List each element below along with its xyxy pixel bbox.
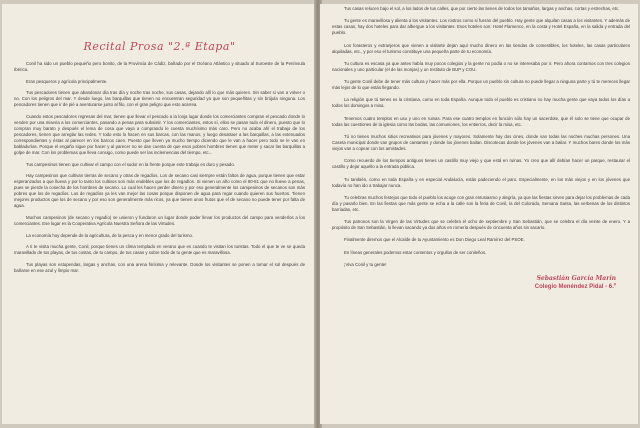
right-page: [320, 4, 638, 424]
author-school: Colegio Menéndez Pidal - 6.º: [534, 284, 616, 291]
signature-block: [332, 274, 630, 292]
paragraph: La economía hoy depende de la agricultura, de la pesca y en menor grado del turismo.: [26, 232, 194, 238]
paragraph: A ti te visita mucha gente, Conil, porque tienes un clima templado en verano que es cuando te visitan los turistas. Todo el que te ve se queda maravillado de tus playas, de tus costas, de tu campo, de tus casas y sobre todo de tu gente que es maravillosa.: [14, 244, 305, 256]
paragraph: Hay campesinos que cultivan tierras de secano y otras de regadíos. Los de secano casi siempre están faltos de agua, porque tienen que estar esperanzados a que llueva y por lo tanto los cultivos son más endebles que los de regadíos. Si vienen un año como el 80-81 que no llueve a penas, pues se pierde la cosecha de los hombres de secano. Lo cual les hacen perder dinero y por eso generalmente los campesinos de secanos son más pobres que los de regadíos. Los de regadíos ya les van mejor las cosas porque disponen de agua para regar cuando quieren sus huertos. Tienen mejores productos que los de secano y por eso son generalmente más ricos, ya que tienen unos frutos que el de secano no puede tener por falta de agua.: [14, 173, 305, 209]
paragraph: Tus playas son estupendas, largas y anchas, con una arena finísima y relevante. Donde los visitantes se ponen a tomar el sol después de bañarse en ese azul y límpio mar.: [14, 261, 305, 273]
left-body: [14, 61, 305, 274]
paragraph: Tu cultura es escasa ya que antes había muy pocos colegios y la gente no podía o no se interesaba por ir. Pero ahora contamos con tres colegios nacionales y uno particular (el de las monjas) y un Instituto de BUP y COU.: [332, 60, 630, 72]
paragraph: Tu celebras muchos festejos que todo el pueblo los acoge con gran entusiasmo y alegría, ya que las fiestas sirven para dejar los problemas de cada día y pasarlo bien. En las fiestas que más gente se echa a la calle son la feria de Conil, la del Colorado, Semana Santa, las verbenas de los distintos barriadas, etc.: [332, 194, 630, 212]
paragraph: Tenemos cuatro templos en uso y uno en ruinas. Para ese cuatro templos en función sólo hay un sacerdote, que él solo se tiene que ocupar de todas las cuestiones de la iglesia como las bodas, las comuniones, los entierros, decir la misa, etc.: [332, 115, 630, 127]
paragraph: Tú no tienes muchos sitios recreativos para jóvenes y mayores. Solamente hay dos cines, donde van todas las noches muchas persones. Una Caseta municipal donde van grupos de cantantes y donde los jóvenes bailan. Discotecas donde los jóvenes van a bailar. Y muchos bares donde los más viejos van a copear con los amistades.: [332, 133, 630, 152]
paragraph: Tu gente es maravillosa y alienta a los visitantes. Los rostros como si fueran del pueblo. Hay gente que alquilan casas a los visitantes. Y además de estas casas, hay dos hoteles para dar albergue a los visitantes. Esos hoteles son: Hotel Flamenco, en la costa y Hotel España, en la salida y entrada del pueblo.: [332, 18, 630, 36]
author-name: Sebastián García Marín: [536, 275, 616, 283]
paragraph: Cuando estos pescadores regresan del mar, tienen que llevar el pescado a la lonja lugar donde los comerciantes compran el pescado donde lo venden por una miseria a los comerciantes, pasando a penas para subsistir. Y los comerciantes, estos sí, ellos se pasan todo el dinero, puesto que lo compran muy barato y después el lema de cosa que vaya a comprando le cuesta muchísimo más caro. Pero no acaba ahí el trabajo de los pescadores, tienen que arreglar las redes. Y todo esto lo hacen en sus barcas, con las manos, y luego desatraer a las barquillas, a las extenuados correspondientes y éstas al parecer en los barcos caen. Puesto que lleven ya mucho tiempo diciendo que le van a hacer pero todo se le van en babladurías. Porque el engaño sigue por hacer y al parecer no se dan cuenta de que esos pobres hombres tienen que meter y sacar las barquillas a golpe de mar. Con los problemas que lleva consigo, como puede ser las inclemencias del tiempo, etc...: [14, 113, 305, 156]
closing-exclamation: ¡Viva Conil y tu gente!: [344, 261, 387, 267]
page-title: Recital Prosa "2.ª Etapa": [83, 40, 236, 53]
paragraph: Como recuerdo de los tiempos antiguos tienes un castillo muy viejo y que está en ruinas. Yo creo que allí debían hacer un parque, restaurar el castillo y dejar aquello a la entrada pública.: [332, 158, 630, 170]
paragraph: Los forasteros y extranjeros que vienen a visitarte dejan aquí mucho dinero en las tiendas de comestibles, los hoteles, las casas particulares alquiladas, etc., y por eso el turismo constituye una pequeña parte de tu economía.: [332, 42, 630, 54]
paragraph: Eran pesqueros y agrícola principalmente.: [26, 78, 108, 84]
paragraph: Muchos campesinos (de secano y regadío) se unieron y fundaron un lugar donde poder llevar los productos del campo para venderlos a los comerciantes. Ese lugar es la Cooperativa Agrícola Nuestra Señora de las Virtudes.: [14, 214, 305, 226]
paragraph: Conil ha sido un pueblo pequeño pero bonito, de la Provincia de Cádiz, bañado por el Océano Atlántico y situado al Suroeste de la Península Ibérica.: [14, 61, 305, 73]
paragraph: Tus campesinos tienen que cultivar el campo con el sudor en la frente porque este trabajo es duro y pesado.: [26, 161, 235, 167]
paragraph: Tu también, como en toda España y en especial Andalucía, estás padeciendo el paro. Especialmente, en los más viejos y en los jóvenes que todavía no han ido a trabajar nunca.: [332, 176, 630, 188]
paragraph: Tus patronos son la Virgen de las Virtudes que se celebra el ocho de septiembre y San Sebastián, que se celebra el día veinte de enero. Y a propósito de San Sebastián, lo llevan sacando ya dos años en romería después de cincuenta años sin sacarlo.: [332, 219, 630, 231]
paragraph: Tu gente Conil debe de tener más cultura y hacer más por ella. Porque un pueblo sin cultura no puede llegar a ninguna parte y tú te mereces llegar más lejos de lo que estás llegando.: [332, 79, 630, 91]
paragraph: La religión que tú tienes es la cristiana, como en toda España. Aunque todo el pueblo es cristiano no hay mucha gente que vaya todos los días a todos los domingos a misa.: [332, 97, 630, 109]
right-body: [332, 6, 630, 268]
paragraph: Finalmente diremos que el Alcalde de tu Ayuntamiento es Don Diego Leal Ramírez del PSOE.: [344, 237, 525, 243]
left-page: [2, 4, 315, 424]
paragraph: En líneas generales podemos estar contentos y orgullos de ser conileños.: [344, 249, 487, 255]
paragraph: Tus pescadores tienen que abandonar día tras día y noche tras noche, sus casas, dejando allí lo que más quieren. Sin saber si van a volver o no. Con los peligros del mar. Y desde luego, las barquillas que tienen no encuentran seguridad ya que son pequeñitas y sin brújula ninguna. Los pescadores tienen que ir de pié a aventurarse junto al filo, con el gran peligro que esto acarrea.: [14, 90, 305, 108]
paragraph: Tus casas relucen bajo el sol, a los lados de tus calles, que por cierto las tienes de todos los tamaños, largas y anchas, cortas y estrechas, etc.: [344, 6, 620, 11]
